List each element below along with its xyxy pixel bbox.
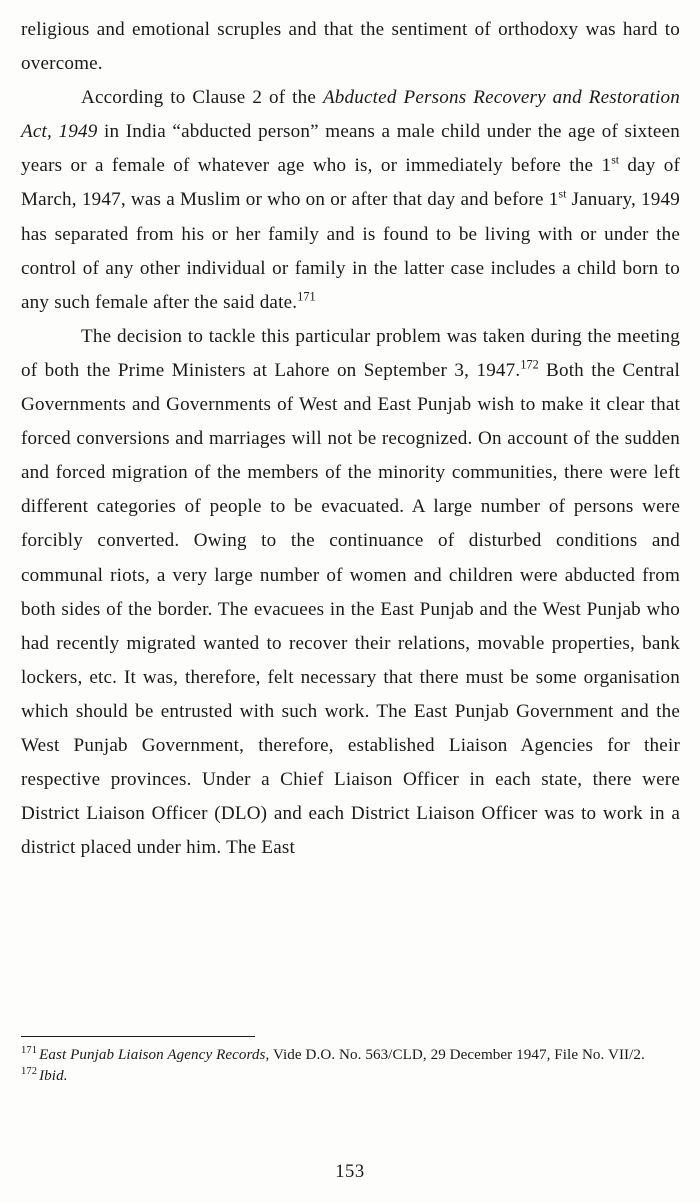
- footnote-reference-171[interactable]: 171: [297, 289, 316, 304]
- italic-title: East Punjab Liaison Agency Records: [39, 1047, 266, 1063]
- paragraph-list: [21, 13, 680, 865]
- page-number: 153: [335, 1161, 365, 1182]
- body-text-column: [21, 13, 680, 865]
- footnote-section: [21, 1036, 680, 1088]
- ordinal-suffix: st: [611, 153, 620, 168]
- footnote-list: [21, 1045, 680, 1088]
- footnote-separator-rule: [21, 1036, 255, 1037]
- footnote-172: [21, 1066, 680, 1087]
- italic-title: Abducted Persons Recovery and Restoration Act, 1949: [21, 87, 680, 143]
- italic-title: Ibid.: [39, 1068, 68, 1085]
- para-lahore-meeting: The decision to tackle this particular problem was taken during the meeting of both the Prime Ministers at Lahore on September 3, 1947.$^{172}$ Both the Central Governments and Governments of West and East Punjab wish to make it clear that forced conversions and marriages will not be recognized. On account of the sudden and forced migration of the members of the minority communities, there were left different categories of people to be evacuated. A large number of persons were forcibly converted. Owing to the continuance of disturbed conditions and communal riots, a very large number of women and children were abducted from both sides of the border. The evacuees in the East Punjab and the West Punjab who had recently migrated wanted to recover their relations, movable properties, bank lockers, etc. It was, therefore, felt necessary that there must be some organisation which should be entrusted with such work. The East Punjab Government and the West Punjab Government, therefore, established Liaison Agencies for their respective provinces. Under a Chief Liaison Officer in each state, there were District Liaison Officer (DLO) and each District Liaison Officer was to work in a district placed under him. The East: [21, 325, 681, 859]
- footnote-171: $^{171}$ East Punjab Liaison Agency Records, Vide D.O. No. 563/CLD, 29 December 1947, File No. VII/2.: [21, 1044, 645, 1063]
- footnote-number: 171: [21, 1044, 38, 1056]
- para-clause-2-definition: According to Clause 2 of the Abducted Persons Recovery and Restoration Act, 1949 in India “abducted person” means a male child under the age of sixteen years or a female of whatever age who is, or immediately before the 1st day of March, 1947, was a Muslim or who on or after that day and before 1st January, 1949 has separated from his or her family and is found to be living with or under the control of any other individual or family in the latter case includes a child born to any such female after the said date.$^{171}$: [21, 87, 680, 313]
- footnote-number: 172: [21, 1066, 38, 1078]
- para-orthodoxy-continuation: religious and emotional scruples and that the sentiment of orthodoxy was hard to overcome.: [21, 19, 680, 75]
- footnote-reference-172[interactable]: 172: [520, 357, 539, 372]
- ordinal-suffix: st: [558, 187, 567, 202]
